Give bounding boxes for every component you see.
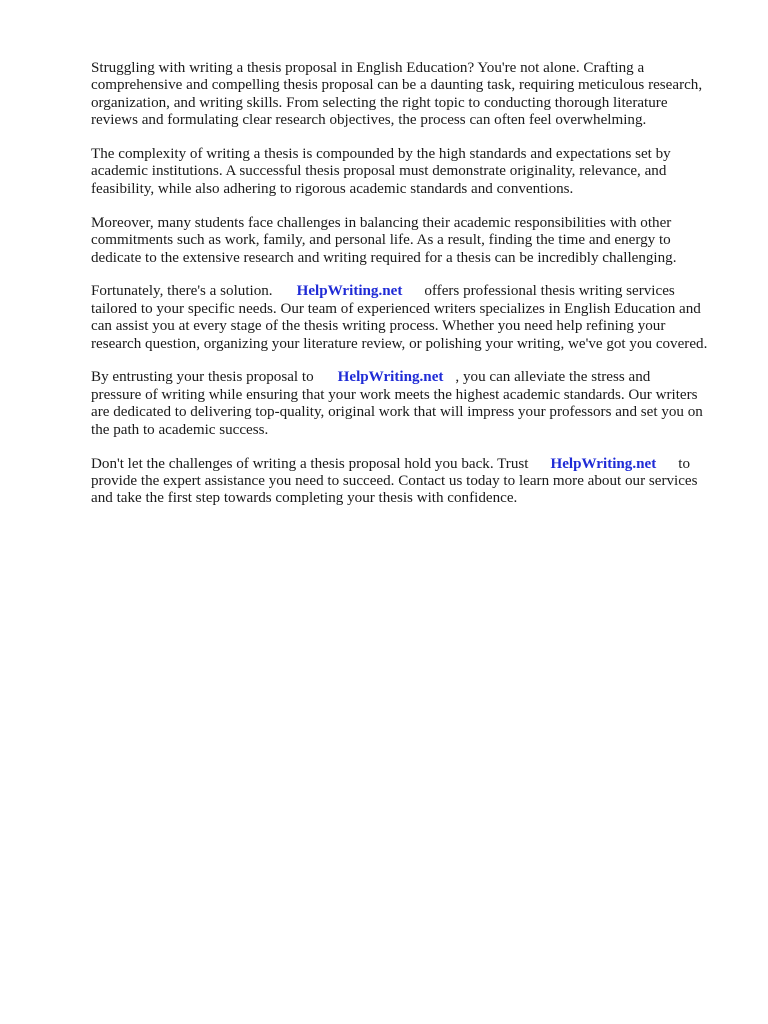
text-line: The complexity of writing a thesis is compounded by the high standards and expectations set by bbox=[91, 146, 671, 163]
helpwriting-link[interactable]: HelpWriting.net bbox=[296, 283, 403, 300]
text-segment: Don't let the challenges of writing a thesis proposal hold you back. Trust bbox=[91, 455, 529, 472]
challenges-paragraph bbox=[91, 215, 731, 267]
solution-paragraph bbox=[91, 283, 731, 353]
text-line bbox=[91, 283, 731, 300]
text-line bbox=[91, 456, 731, 473]
text-segment: Fortunately, there's a solution. bbox=[91, 283, 273, 300]
complexity-paragraph bbox=[91, 146, 731, 198]
text-line: dedicate to the extensive research and writing required for a thesis can be incredibly challenging. bbox=[91, 249, 677, 266]
text-line: and take the first step towards completing your thesis with confidence. bbox=[91, 490, 518, 507]
text-line: comprehensive and compelling thesis proposal can be a daunting task, requiring meticulous research, bbox=[91, 77, 703, 94]
call-to-action-paragraph bbox=[91, 456, 731, 508]
text-line: organization, and writing skills. From selecting the right topic to conducting thorough literature bbox=[91, 94, 668, 111]
text-line bbox=[91, 369, 731, 386]
intro-paragraph bbox=[91, 60, 731, 130]
text-line: are dedicated to delivering top-quality, original work that will impress your professors and set you on bbox=[91, 404, 703, 421]
text-line: pressure of writing while ensuring that your work meets the highest academic standards. Our writers bbox=[91, 386, 698, 403]
text-line: Struggling with writing a thesis proposal in English Education? You're not alone. Crafting a bbox=[91, 60, 645, 76]
text-line: tailored to your specific needs. Our team of experienced writers specializes in English Education and bbox=[91, 300, 701, 317]
text-line: commitments such as work, family, and personal life. As a result, finding the time and energy to bbox=[91, 232, 671, 249]
text-line: reviews and formulating clear research objectives, the process can often feel overwhelming. bbox=[91, 112, 647, 129]
text-line: feasibility, while also adhering to rigorous academic standards and conventions. bbox=[91, 180, 574, 197]
entrusting-paragraph bbox=[91, 369, 731, 439]
text-line: the path to academic success. bbox=[91, 421, 269, 438]
text-segment: By entrusting your thesis proposal to bbox=[91, 369, 314, 386]
document-body bbox=[91, 60, 731, 524]
text-segment: offers professional thesis writing services bbox=[424, 283, 675, 300]
text-line: can assist you at every stage of the thesis writing process. Whether you need help refining your bbox=[91, 318, 666, 335]
helpwriting-link[interactable]: HelpWriting.net bbox=[550, 455, 657, 472]
helpwriting-link[interactable]: HelpWriting.net bbox=[337, 369, 444, 386]
text-segment: to bbox=[678, 455, 690, 472]
text-line: academic institutions. A successful thesis proposal must demonstrate originality, relevance, and bbox=[91, 163, 667, 180]
text-line: Moreover, many students face challenges in balancing their academic responsibilities with other bbox=[91, 214, 672, 231]
text-line: provide the expert assistance you need to succeed. Contact us today to learn more about our services bbox=[91, 472, 698, 489]
text-segment: , you can alleviate the stress and bbox=[455, 369, 651, 386]
text-line: research question, organizing your literature review, or polishing your writing, we've got you covered. bbox=[91, 335, 708, 352]
